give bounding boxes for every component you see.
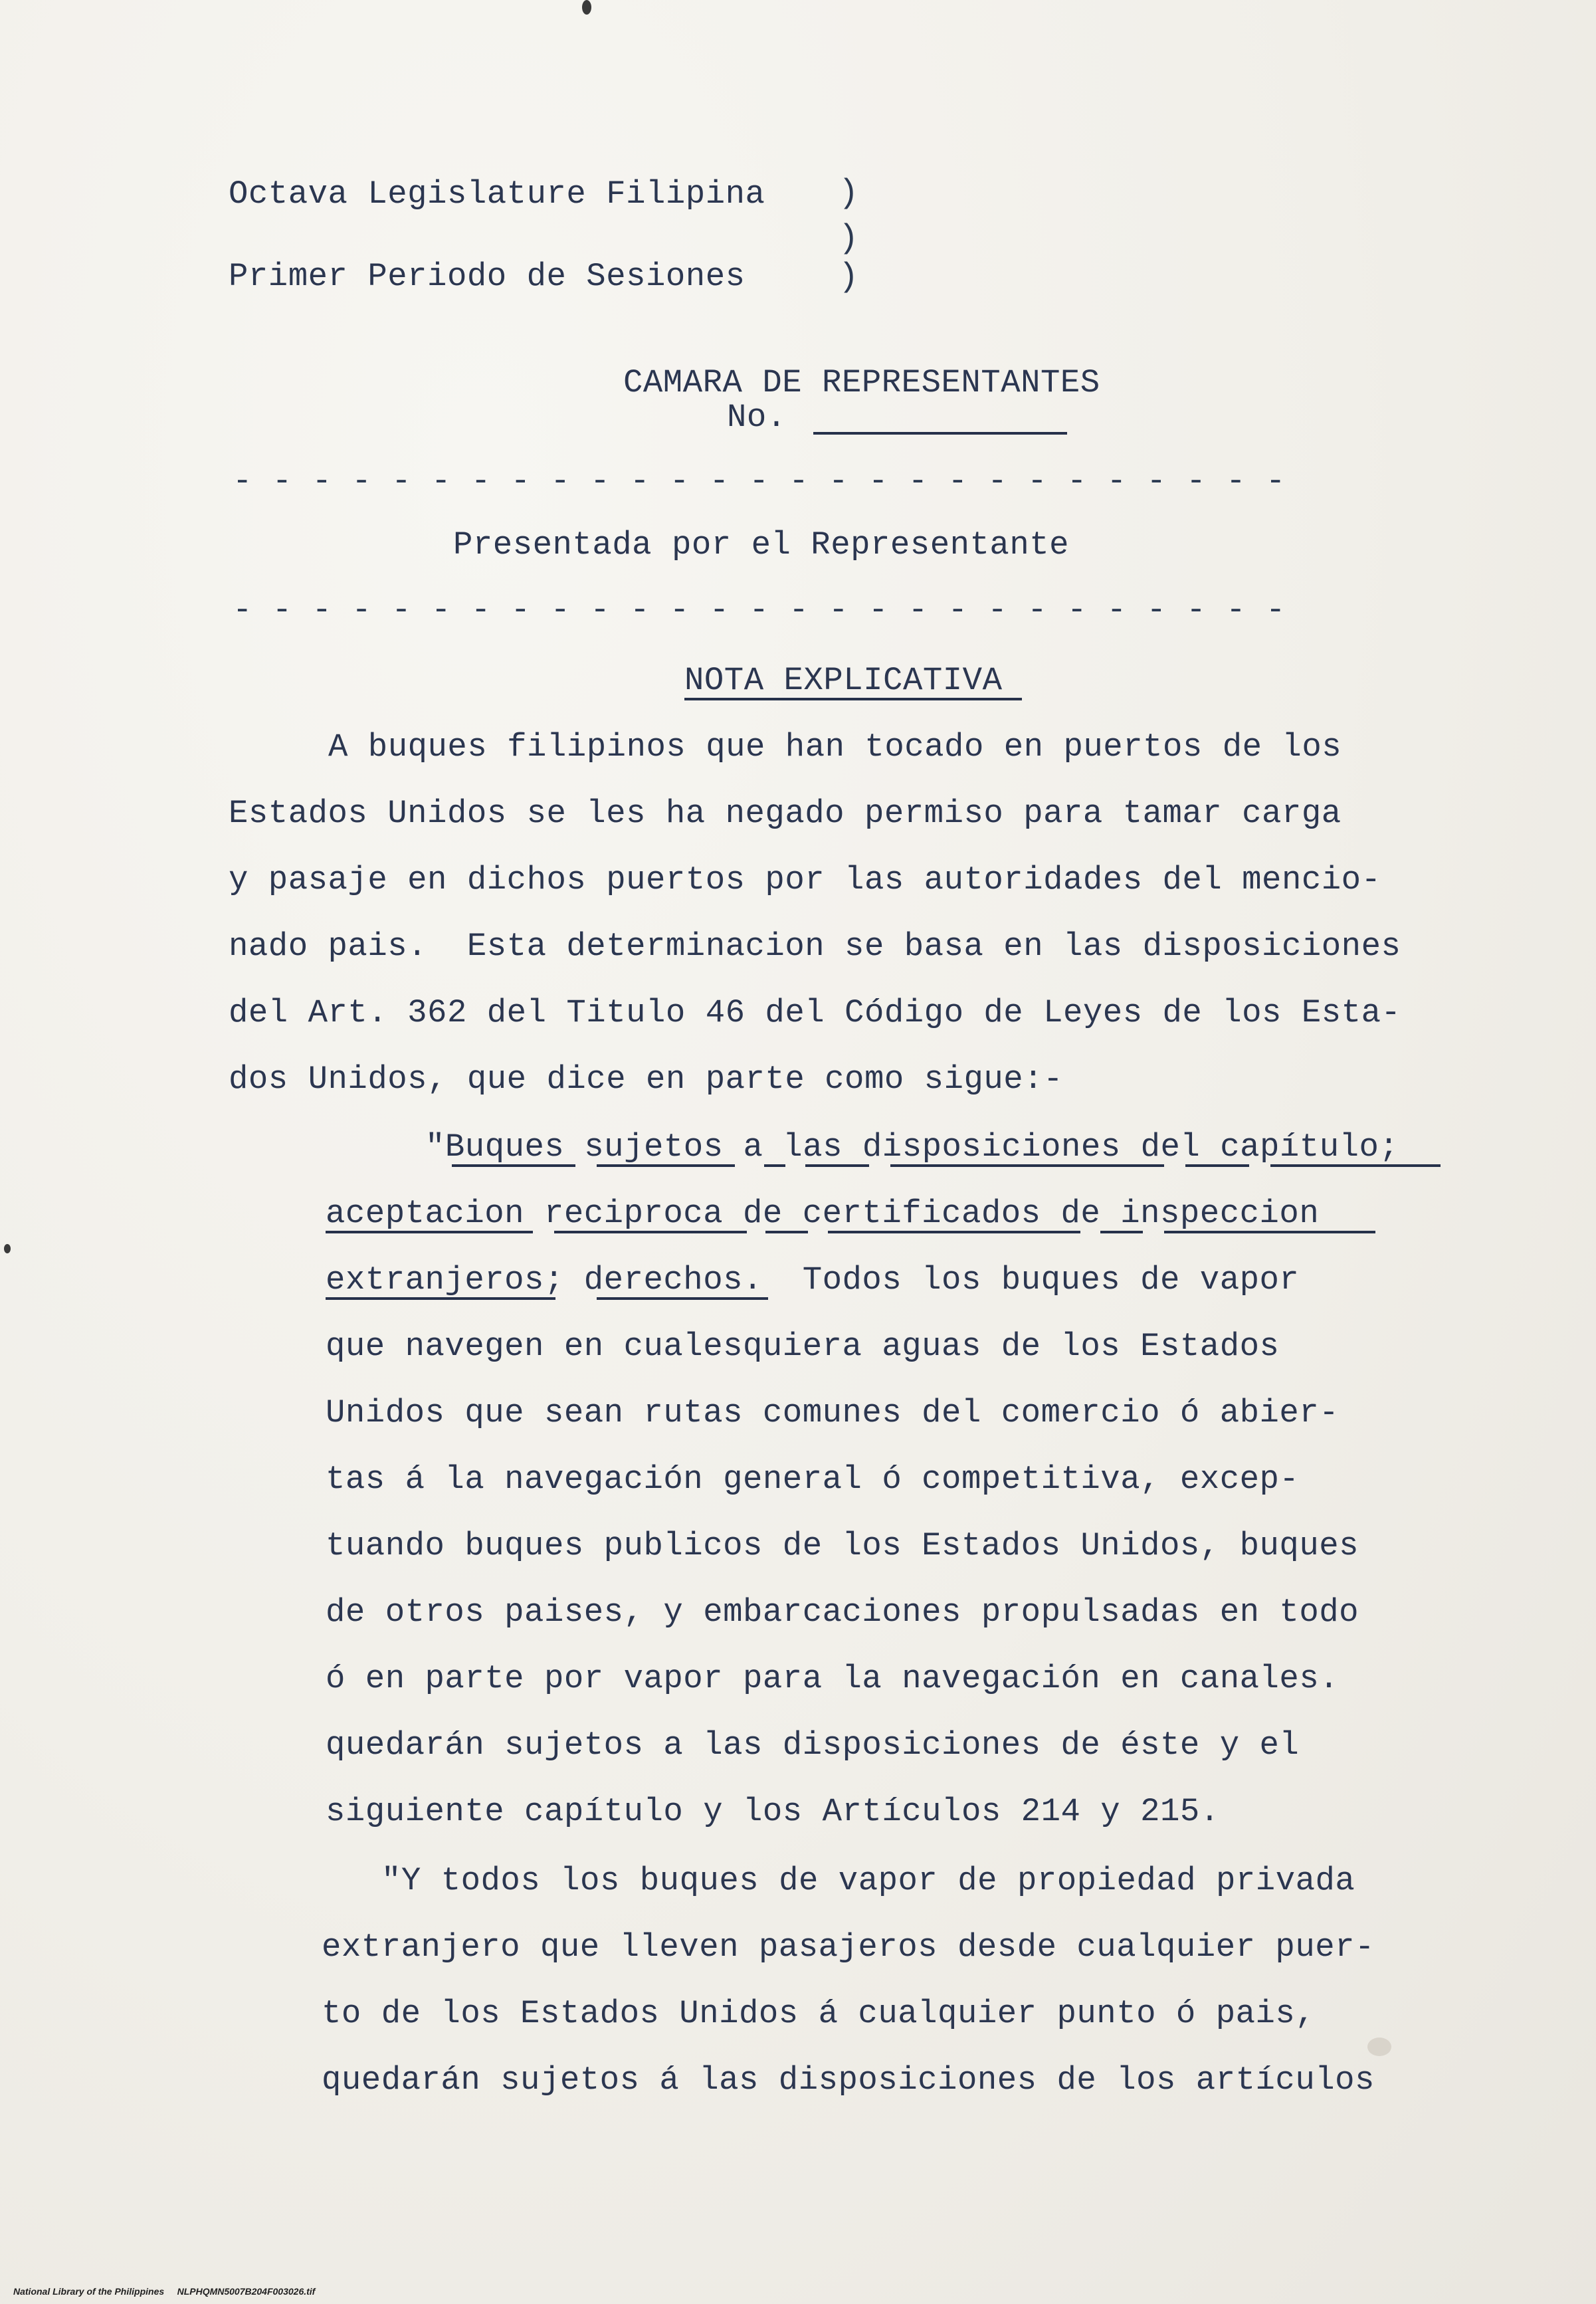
paragraph-line: del Art. 362 del Titulo 46 del Código de Leyes de los Esta- — [229, 994, 1401, 1031]
underline-capitulo — [1270, 1164, 1441, 1167]
session-line: Primer Periodo de Sesiones — [229, 258, 746, 295]
title-underline — [684, 698, 1022, 700]
quote-line: quedarán sujetos á las disposiciones de los artículos — [322, 2061, 1375, 2099]
quote-line: tuando buques publicos de los Estados Unidos, buques — [326, 1527, 1359, 1564]
paragraph-line: dos Unidos, que dice en parte como sigue:- — [229, 1061, 1064, 1098]
quote-line: aceptacion reciproca de certificados de inspeccion — [326, 1195, 1320, 1232]
underline-buques — [452, 1164, 575, 1167]
underline-reciproca — [554, 1231, 747, 1233]
quote-line: que navegen en cualesquiera aguas de los Estados — [326, 1328, 1280, 1365]
underline-de — [765, 1231, 808, 1233]
underline-disposiciones — [890, 1164, 1164, 1167]
quote-line: tas á la navegación general ó competitiva, excep- — [326, 1461, 1300, 1498]
presented-by-line: Presentada por el Representante — [453, 526, 1070, 564]
paragraph-line: nado pais. Esta determinacion se basa en las disposiciones — [229, 928, 1401, 965]
paragraph-line: Estados Unidos se les ha negado permiso para tamar carga — [229, 795, 1342, 832]
separator-dashes-2: - - - - - - - - - - - - - - - - - - - - - - - - - - - — [233, 591, 1286, 629]
underline-a — [764, 1164, 785, 1167]
bracket: ) — [839, 175, 859, 213]
underline-del — [1185, 1164, 1249, 1167]
quote-line: extranjeros; derechos. Todos los buques de vapor — [326, 1261, 1300, 1299]
underline-derechos — [597, 1297, 768, 1300]
underline-sujetos — [597, 1164, 735, 1167]
number-label: No. — [727, 399, 787, 436]
underline-aceptacion — [326, 1231, 533, 1233]
quote-line: de otros paises, y embarcaciones propulsadas en todo — [326, 1594, 1359, 1631]
quote-line: "Buques sujetos a las disposiciones del capítulo; — [425, 1128, 1399, 1166]
binding-mark — [582, 0, 591, 15]
separator-dashes-1: - - - - - - - - - - - - - - - - - - - - - - - - - - - — [233, 463, 1286, 500]
quote-line: siguiente capítulo y los Artículos 214 y 215. — [326, 1793, 1220, 1830]
quote-line: extranjero que lleven pasajeros desde cualquier puer- — [322, 1929, 1375, 1966]
legislature-line: Octava Legislature Filipina — [229, 175, 765, 213]
quote-line: ó en parte por vapor para la navegación en canales. — [326, 1660, 1340, 1697]
quote-line: to de los Estados Unidos á cualquier punto ó pais, — [322, 1995, 1316, 2032]
quote-line: Unidos que sean rutas comunes del comercio ó abier- — [326, 1394, 1340, 1431]
chamber-heading: CAMARA DE REPRESENTANTES — [623, 364, 1100, 401]
quote-line: quedarán sujetos a las disposiciones de éste y el — [326, 1727, 1300, 1764]
paragraph-line: y pasaje en dichos puertos por las autoridades del mencio- — [229, 861, 1381, 898]
underline-extranjeros — [326, 1297, 555, 1300]
scan-footer-label: National Library of the Philippines NLPHQMN5007B204F003026.tif — [13, 2286, 316, 2297]
underline-de-2 — [1100, 1231, 1143, 1233]
bracket: ) — [839, 220, 859, 258]
paragraph-line: A buques filipinos que han tocado en puertos de los — [328, 728, 1342, 766]
bracket: ) — [839, 259, 859, 296]
ink-speck — [1367, 2038, 1391, 2056]
underline-las — [805, 1164, 869, 1167]
underline-certificados — [828, 1231, 1080, 1233]
ink-speck — [4, 1244, 11, 1253]
document-title: NOTA EXPLICATIVA — [684, 662, 1003, 699]
number-blank-line — [813, 432, 1067, 435]
quote-line: "Y todos los buques de vapor de propiedad privada — [381, 1862, 1355, 1899]
underline-inspeccion — [1164, 1231, 1375, 1233]
